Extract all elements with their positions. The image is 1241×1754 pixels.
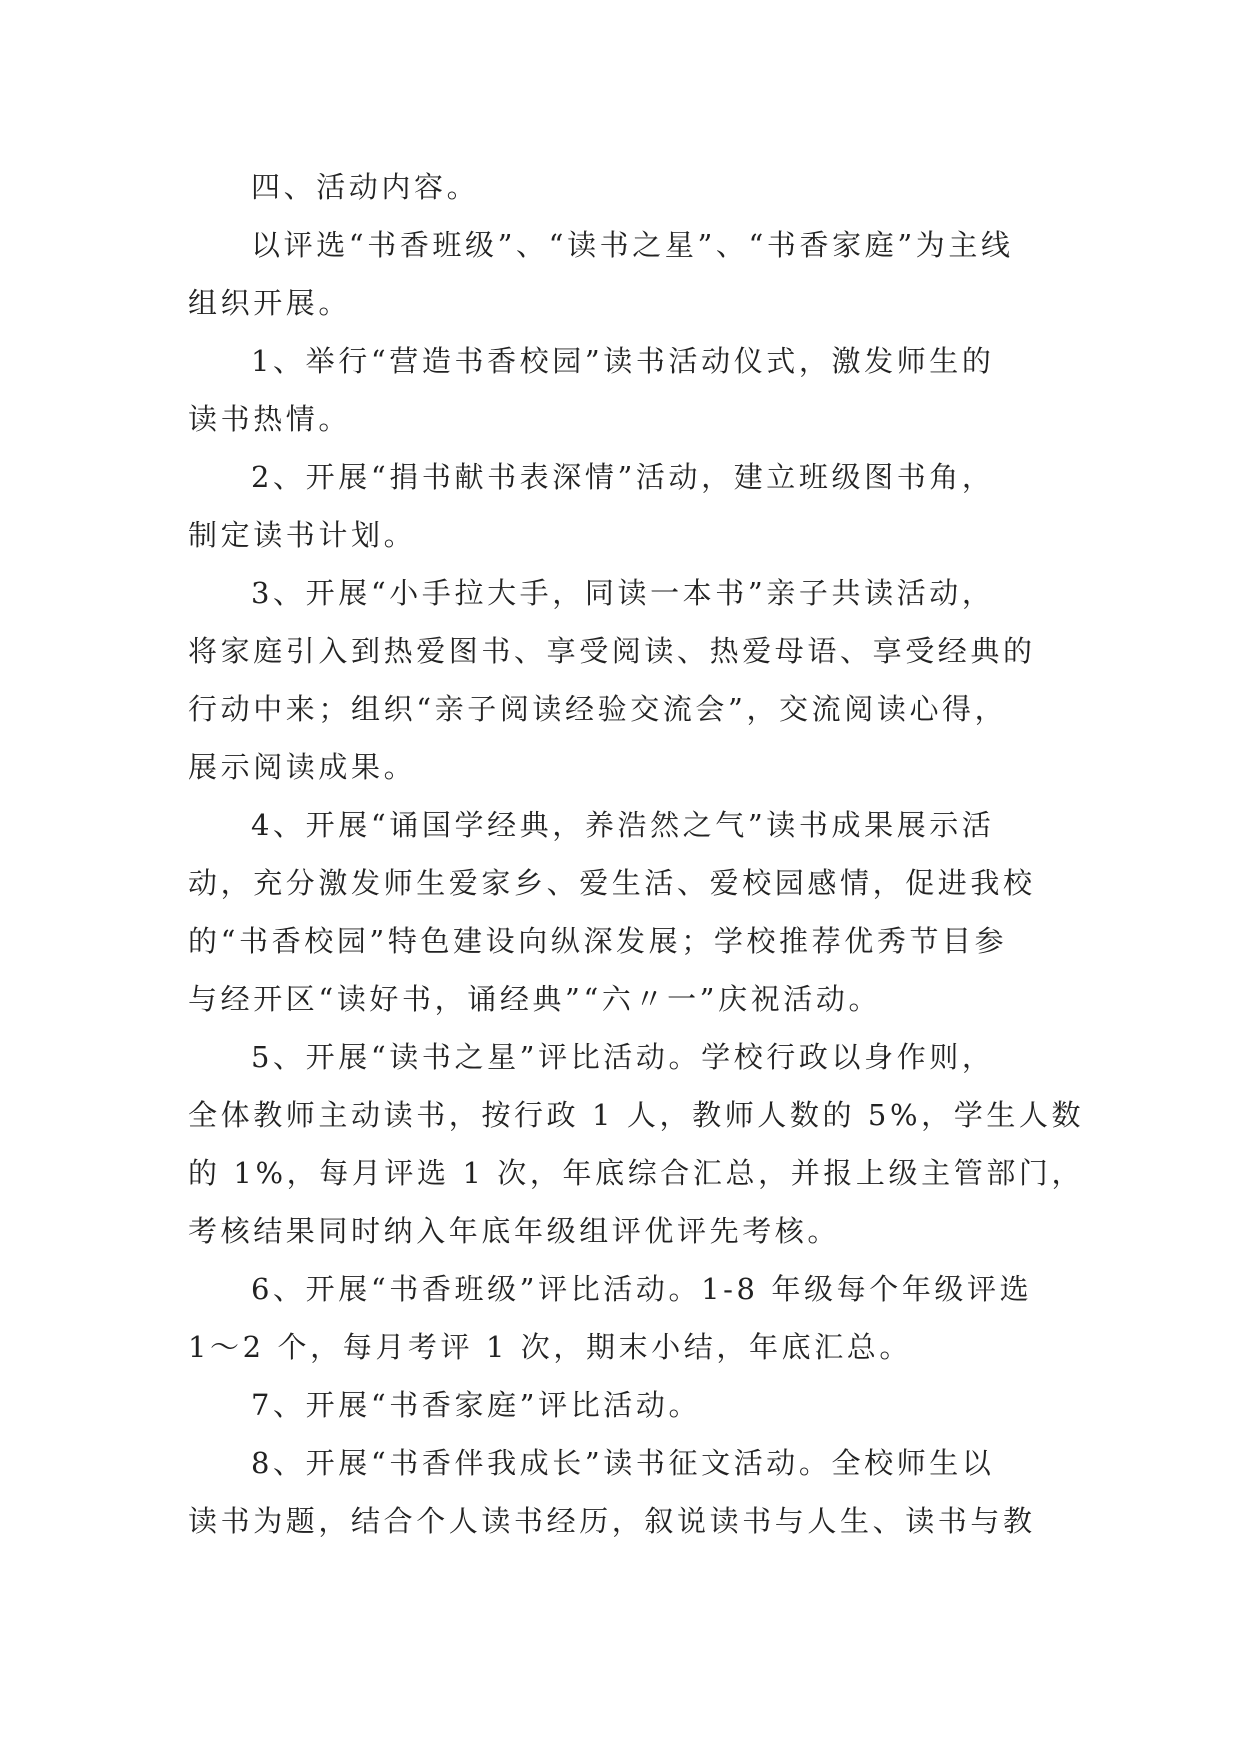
document-body <box>188 158 1085 1550</box>
paragraph-line: 5、开展“读书之星”评比活动。学校行政以身作则， <box>251 1040 995 1074</box>
paragraph-line: 读书为题，结合个人读书经历，叙说读书与人生、读书与教 <box>188 1504 1036 1538</box>
paragraph-line: 制定读书计划。 <box>188 518 417 552</box>
paragraph-line: 6、开展“书香班级”评比活动。1-8 年级每个年级评选 <box>251 1272 1033 1306</box>
paragraph-line: 1、举行“营造书香校园”读书活动仪式，激发师生的 <box>251 344 995 378</box>
paragraph-line: 4、开展“诵国学经典，养浩然之气”读书成果展示活 <box>251 808 995 842</box>
paragraph-line: 全体教师主动读书，按行政 1 人，教师人数的 5%，学生人数 <box>188 1098 1085 1132</box>
paragraph-line: 1～2 个，每月考评 1 次，期末小结，年底汇总。 <box>188 1330 913 1364</box>
section-heading: 四、活动内容。 <box>251 170 480 204</box>
paragraph-line: 7、开展“书香家庭”评比活动。 <box>251 1388 702 1422</box>
paragraph-line: 展示阅读成果。 <box>188 750 417 784</box>
paragraph-line: 将家庭引入到热爱图书、享受阅读、热爱母语、享受经典的 <box>188 634 1036 668</box>
paragraph-line: 8、开展“书香伴我成长”读书征文活动。全校师生以 <box>251 1446 995 1480</box>
paragraph-line: 的“书香校园”特色建设向纵深发展；学校推荐优秀节目参 <box>188 924 1008 958</box>
paragraph-line: 3、开展“小手拉大手，同读一本书”亲子共读活动， <box>251 576 995 610</box>
paragraph-line: 读书热情。 <box>188 402 352 436</box>
paragraph-line: 2、开展“捐书献书表深情”活动，建立班级图书角， <box>251 460 995 494</box>
paragraph-line: 与经开区“读好书，诵经典”“六〃一”庆祝活动。 <box>188 982 882 1016</box>
paragraph-line: 组织开展。 <box>188 286 352 320</box>
paragraph-line: 考核结果同时纳入年底年级组评优评先考核。 <box>188 1214 841 1248</box>
paragraph-line: 的 1%，每月评选 1 次，年底综合汇总，并报上级主管部门， <box>188 1156 1085 1190</box>
paragraph-line: 动，充分激发师生爱家乡、爱生活、爱校园感情，促进我校 <box>188 866 1036 900</box>
paragraph-line: 行动中来；组织“亲子阅读经验交流会”，交流阅读心得， <box>188 692 1008 726</box>
paragraph-line: 以评选“书香班级”、“读书之星”、“书香家庭”为主线 <box>251 228 1014 262</box>
